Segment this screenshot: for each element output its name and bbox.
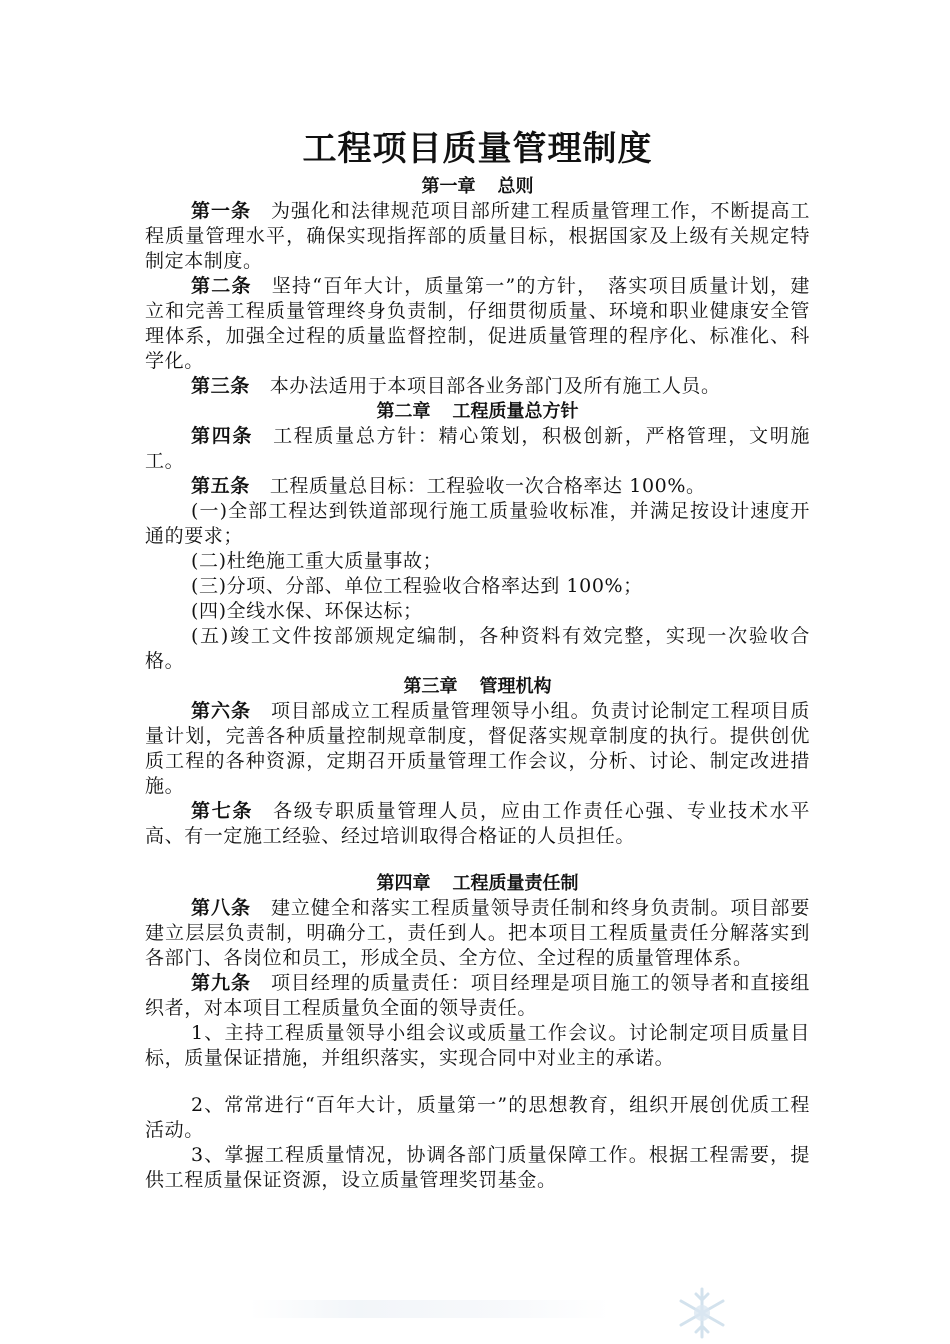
- chapter-title: 工程质量责任制: [452, 873, 579, 894]
- chapter-number: 第二章: [376, 401, 431, 422]
- goal-text: (四)全线水保、环保达标；: [191, 600, 423, 622]
- article-label: 第二条: [191, 275, 252, 297]
- article-text: 工程质量总目标：工程验收一次合格率达 100%。: [269, 475, 706, 497]
- article-label: 第九条: [191, 972, 251, 994]
- article-text: 项目经理的质量责任：项目经理是项目施工的领导者和直接组织者，对本项目工程质量负全面的领导责任。: [145, 972, 810, 1019]
- document-body: [145, 124, 810, 1193]
- article-8: [145, 896, 810, 971]
- chapter-title: 管理机构: [479, 676, 552, 697]
- article-label: 第五条: [191, 475, 250, 497]
- duty-text: 3、掌握工程质量情况，协调各部门质量保障工作。根据工程需要，提供工程质量保证资源，设立质量管理奖罚基金。: [145, 1144, 810, 1191]
- duty-item-1: [145, 1021, 810, 1071]
- article-label: 第六条: [191, 700, 251, 722]
- article-1: [145, 199, 810, 274]
- chapter-number: 第一章: [421, 176, 476, 197]
- snowflake-watermark-icon: [672, 1283, 732, 1343]
- article-text: 为强化和法律规范项目部所建工程质量管理工作，不断提高工程质量管理水平，确保实现指挥部的质量目标，根据国家及上级有关规定特制定本制度。: [145, 200, 810, 272]
- chapter-title: 工程质量总方针: [452, 401, 579, 422]
- article-5: [145, 474, 810, 499]
- goal-item-2: [145, 549, 810, 574]
- article-label: 第八条: [191, 897, 251, 919]
- article-text: 建立健全和落实工程质量领导责任制和终身负责制。项目部要建立层层负责制，明确分工，责任到人。把本项目工程质量责任分解落实到各部门、各岗位和员工，形成全员、全方位、全过程的质量管理体系。: [145, 897, 810, 969]
- article-9: [145, 971, 810, 1021]
- duty-item-2: [145, 1093, 810, 1143]
- duty-text: 2、常常进行“百年大计，质量第一”的思想教育，组织开展创优质工程活动。: [145, 1094, 810, 1141]
- section-spacer: [145, 849, 810, 871]
- chapter-1-heading: [145, 174, 810, 199]
- article-2: [145, 274, 810, 374]
- section-spacer: [145, 1071, 810, 1093]
- article-4: [145, 424, 810, 474]
- goal-item-5: [145, 624, 810, 674]
- article-label: 第一条: [191, 200, 251, 222]
- article-text: 各级专职质量管理人员，应由工作责任心强、专业技术水平高、有一定施工经验、经过培训取得合格证的人员担任。: [145, 800, 810, 847]
- chapter-number: 第四章: [376, 873, 431, 894]
- chapter-number: 第三章: [403, 676, 458, 697]
- article-label: 第四条: [191, 425, 254, 447]
- article-text: 坚持“百年大计，质量第一”的方针， 落实项目质量计划，建立和完善工程质量管理终身负责制，仔细贯彻质量、环境和职业健康安全管理体系，加强全过程的质量监督控制，促进质量管理的程序化、标准化、科学化。: [145, 275, 810, 372]
- article-text: 本办法适用于本项目部各业务部门及所有施工人员。: [269, 375, 721, 397]
- goal-item-4: [145, 599, 810, 624]
- chapter-2-heading: [145, 399, 810, 424]
- article-label: 第三条: [191, 375, 250, 397]
- article-text: 项目部成立工程质量管理领导小组。负责讨论制定工程项目质量计划，完善各种质量控制规章制度，督促落实规章制度的执行。提供创优质工程的各种资源，定期召开质量管理工作会议，分析、讨论、制定改进措施。: [145, 700, 810, 797]
- chapter-title: 总则: [497, 176, 534, 197]
- article-3: [145, 374, 810, 399]
- faint-watermark-strip: [250, 1300, 610, 1318]
- article-6: [145, 699, 810, 799]
- duty-text: 1、主持工程质量领导小组会议或质量工作会议。讨论制定项目质量目标，质量保证措施，并组织落实，实现合同中对业主的承诺。: [145, 1022, 810, 1069]
- goal-text: (一)全部工程达到铁道部现行施工质量验收标准，并满足按设计速度开通的要求；: [145, 500, 810, 547]
- goal-text: (二)杜绝施工重大质量事故；: [191, 550, 443, 572]
- document-title: 工程项目质量管理制度: [302, 129, 653, 169]
- article-label: 第七条: [191, 800, 254, 822]
- goal-text: (三)分项、分部、单位工程验收合格率达到 100%；: [191, 575, 643, 597]
- chapter-4-heading: [145, 871, 810, 896]
- goal-item-3: [145, 574, 810, 599]
- article-text: 工程质量总方针：精心策划，积极创新，严格管理，文明施工。: [145, 425, 810, 472]
- duty-item-3: [145, 1143, 810, 1193]
- chapter-3-heading: [145, 674, 810, 699]
- goal-text: (五)竣工文件按部颁规定编制，各种资料有效完整，实现一次验收合格。: [145, 625, 810, 672]
- article-7: [145, 799, 810, 849]
- goal-item-1: [145, 499, 810, 549]
